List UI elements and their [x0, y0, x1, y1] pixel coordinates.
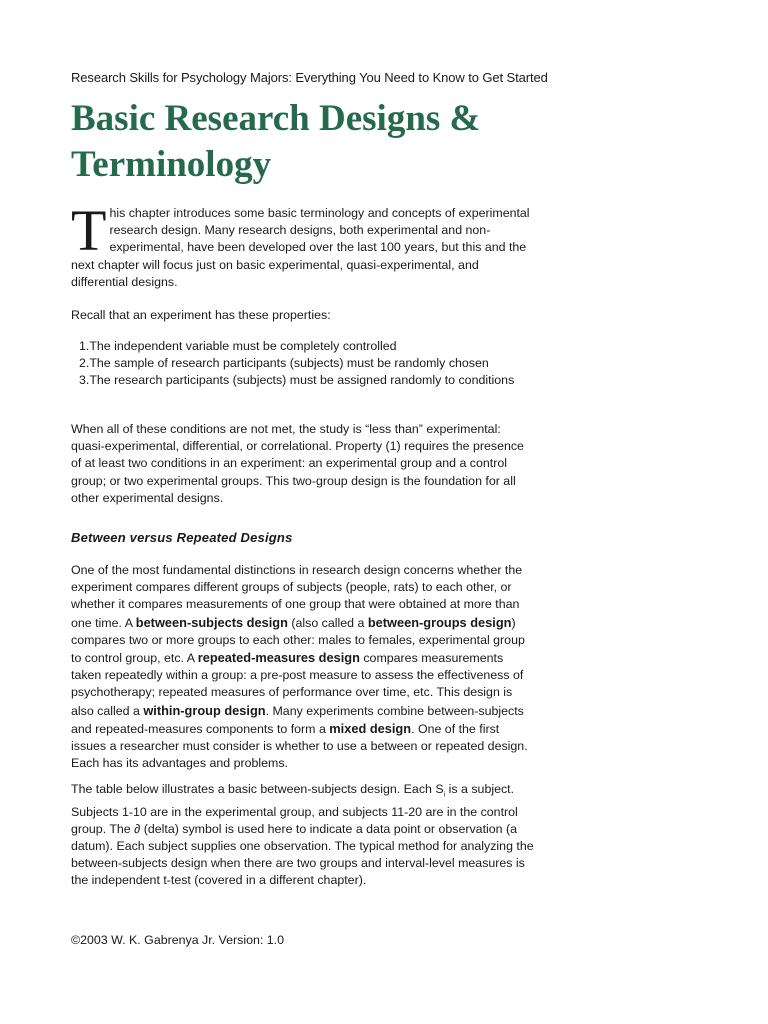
intro-text: his chapter introduces some basic terminology and concepts of experimental research design. Many research designs, both experimental and non-experimental, have been developed over the last 100 years, but this and the next chapter will focus just on basic experimental, quasi-experimental, and differential designs.: [71, 206, 530, 289]
list-item-text: The independent variable must be completely controlled: [89, 339, 397, 353]
text-run: compares measurements taken repeatedly within a group: a pre-post measure to assess the effectiveness of psychotherapy; repeated measures of performance over time, etc. This design is also called a: [71, 651, 524, 718]
conditions-paragraph: When all of these conditions are not met, the study is “less than” experimental: quasi-experimental, differential, or correlational. Property (1) requires the presence of at least two conditions in an experiment: an experimental group and a control group; or two experimental groups. This two-group design is the foundation for all other experimental designs.: [71, 422, 524, 505]
recall-paragraph: Recall that an experiment has these properties:: [71, 308, 331, 322]
drop-cap: T: [71, 198, 107, 263]
list-item: [79, 338, 537, 355]
between-designs-paragraph: [71, 562, 536, 772]
table-description-paragraph: [71, 781, 536, 890]
list-item: [79, 372, 537, 389]
key-term: repeated-measures design: [197, 650, 360, 666]
subscript: i: [443, 791, 446, 799]
text-run: The table below illustrates a basic between-subjects design. Each S: [71, 782, 444, 796]
chapter-title: [71, 96, 591, 188]
chapter-title-line-2: Terminology: [71, 144, 272, 185]
list-item-text: The sample of research participants (subjects) must be randomly chosen: [89, 356, 489, 371]
list-item: [79, 355, 537, 372]
copyright-footer: ©2003 W. K. Gabrenya Jr. Version: 1.0: [71, 933, 284, 947]
text-run: ) compares two or more groups to each other: males to females, experimental group to control group, etc. A: [71, 615, 525, 666]
key-term: mixed design: [329, 720, 412, 736]
key-term: within-group design: [143, 702, 266, 718]
chapter-title-line-1: Basic Research Designs &: [71, 98, 481, 139]
text-run: . One of the first issues a researcher must consider is whether to use a between or repeated design. Each has its advantages and problems.: [71, 721, 528, 771]
text-run: (also called a: [287, 615, 368, 630]
text-run: One of the most fundamental distinctions in research design concerns whether the experiment compares different groups of subjects (people, rats) to each other, or whether it compares measurements of one group that were obtained at more than one time. A: [71, 563, 523, 630]
key-term: between-subjects design: [135, 614, 288, 630]
text-run: . Many experiments combine between-subjects and repeated-measures components to form a: [71, 703, 524, 736]
properties-list: [79, 338, 537, 390]
intro-paragraph: [71, 198, 536, 291]
running-header: Research Skills for Psychology Majors: Everything You Need to Know to Get Started: [71, 70, 548, 85]
text-run: is a subject. Subjects 1-10 are in the experimental group, and subjects 11-20 are in the control group. The ∂ (delta) symbol is used here to indicate a data point or observation (a datum). Each subject supplies one observation. The typical method for analyzing the between-subjects design when there are two groups and interval-level measures is the independent t-test (covered in a different chapter).: [71, 782, 534, 888]
section-subheading: Between versus Repeated Designs: [71, 530, 293, 545]
key-term: between-groups design: [367, 614, 512, 630]
list-item-text: The research participants (subjects) must be assigned randomly to conditions: [89, 373, 515, 388]
